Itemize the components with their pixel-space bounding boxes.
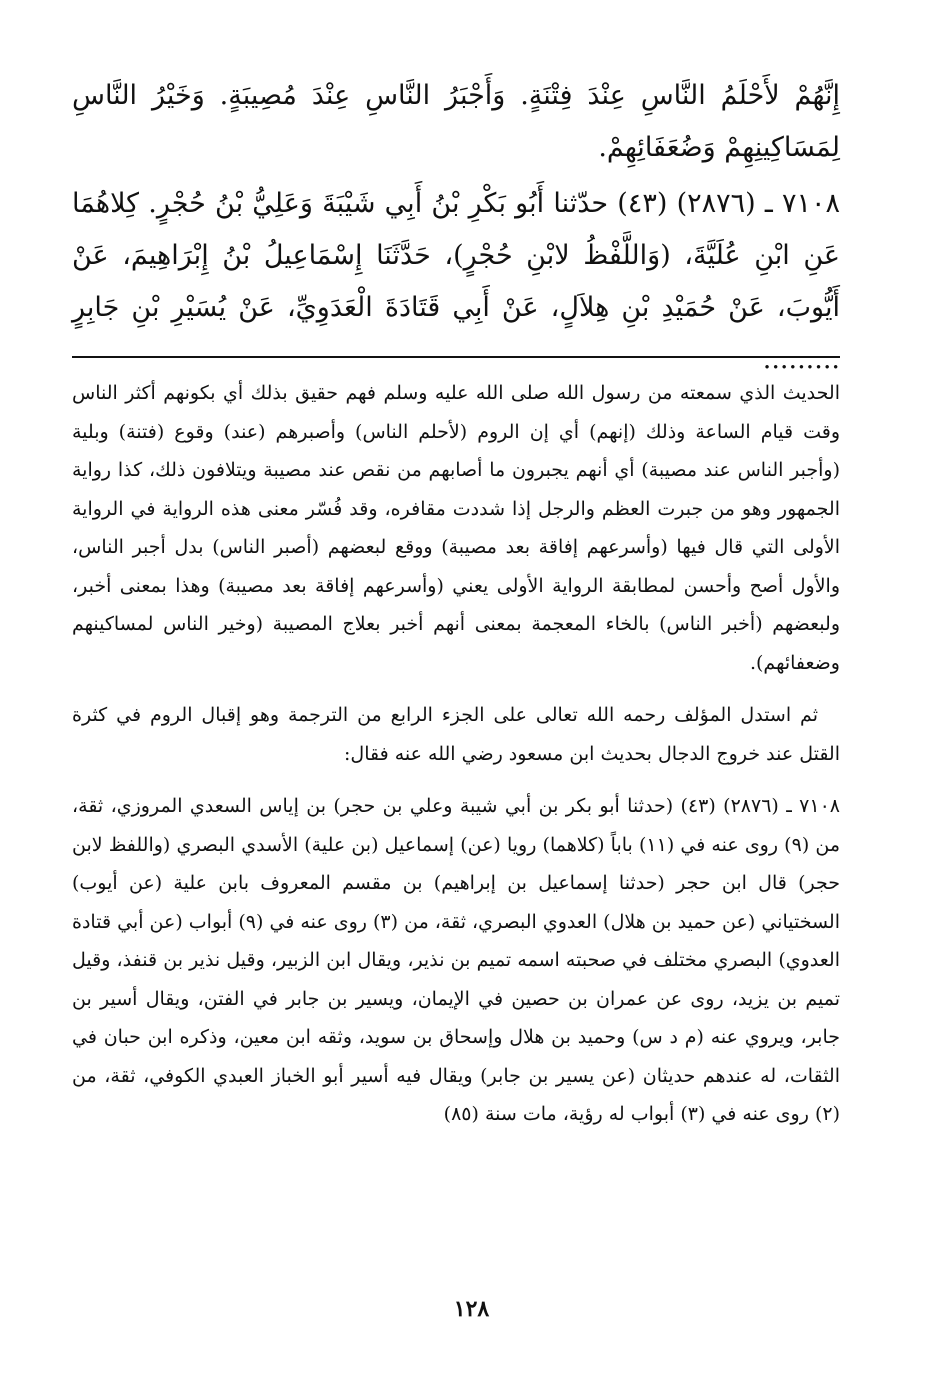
footnote-divider xyxy=(72,356,840,358)
matn-section xyxy=(72,70,840,386)
hadith-paragraph-1: إِنَّهُمْ لأَحْلَمُ النَّاسِ عِنْدَ فِتْنَةٍ. وَأَجْبَرُ النَّاسِ عِنْدَ مُصِيبَةٍ. وَخَيْرُ النَّاسِ لِمَسَاكِينِهِمْ وَضُعَفَائِهِمْ. xyxy=(72,80,840,163)
hadith-paragraph-2: ٧١٠٨ ـ (٢٨٧٦) (٤٣) حدّثنا أَبُو بَكْرِ بْنُ أَبِي شَيْبَةَ وَعَلِيُّ بْنُ حُجْرٍ. كِلاهُمَا عَنِ ابْنِ عُلَيَّةَ، (وَاللَّفْظُ لابْنِ حُجْرٍ)، حَدَّثَنَا إِسْمَاعِيلُ بْنُ إِبْرَاهِيمَ، عَنْ أَيُّوبَ، عَنْ حُمَيْدِ بْنِ هِلاَلٍ، عَنْ أَبِي قَتَادَةَ الْعَدَوِيِّ، عَنْ يُسَيْرِ بْنِ جَابِرٍ ......... xyxy=(72,188,840,375)
commentary-section xyxy=(72,374,840,1134)
commentary-paragraph-3: ٧١٠٨ ـ (٢٨٧٦) (٤٣) (حدثنا أبو بكر بن أبي شيبة وعلي بن حجر) بن إياس السعدي المروزي، ثقة، من (٩) روى عنه في (١١) باباً (كلاهما) رويا (عن) إسماعيل (بن علية) الأسدي البصري (واللفظ لابن حجر) قال ابن حجر (حدثنا إسماعيل بن إبراهيم) بن مقسم المعروف بابن علية (عن أيوب) السختياني (عن حميد بن هلال) العدوي البصري، ثقة، من (٣) روى عنه في (٩) أبواب (عن أبي قتادة العدوي) البصري مختلف في صحبته اسمه تميم بن نذير، ويقال ابن الزبير، وقيل نذير بن قنفذ، وقيل تميم بن يزيد، روى عن عمران بن حصين في الإيمان، ويسير بن جابر في الفتن، ويقال أسير بن جابر، ويروي عنه (م د س) وحميد بن هلال وإسحاق بن سويد، وثقه ابن معين، وذكره ابن حبان في الثقات، له عندهم حديثان (عن يسير بن جابر) ويقال فيه أسير أبو الخباز العبدي الكوفي، ثقة، من (٢) روى عنه في (٣) أبواب له رؤية، مات سنة (٨٥) xyxy=(72,795,841,1125)
commentary-paragraph-2: ثم استدل المؤلف رحمه الله تعالى على الجزء الرابع من الترجمة وهو إقبال الروم في كثرة القتل عند خروج الدجال بحديث ابن مسعود رضي الله عنه فقال: xyxy=(72,704,840,765)
commentary-paragraph-1: الحديث الذي سمعته من رسول الله صلى الله عليه وسلم فهم حقيق بذلك أي بكونهم أكثر الناس وقت قيام الساعة وذلك (إنهم) أي إن الروم (لأحلم الناس) وأصبرهم (عند) وقوع (فتنة) وبلية (وأجبر الناس عند مصيبة) أي أنهم يجبرون ما أصابهم من نقص عند مصيبة ويتلافون ذلك، كذا رواية الجمهور وهو من جبرت العظم والرجل إذا شددت مقافره، وقد فُسّر معنى هذه الرواية في الرواية الأولى التي قال فيها (وأسرعهم إفاقة بعد مصيبة) ووقع لبعضهم (أصبر الناس) بدل أجبر الناس، والأول أصح وأحسن لمطابقة الرواية الأولى يعني (وأسرعهم إفاقة بعد مصيبة) وهذا بمعنى أخبر، ولبعضهم (أخبر الناس) بالخاء المعجمة بمعنى أنهم أخبر بعلاج المصيبة (وخير الناس لمساكينهم وضعفائهم). xyxy=(72,382,840,674)
page-number: ١٢٨ xyxy=(453,1296,490,1322)
hadith-text xyxy=(72,70,840,386)
